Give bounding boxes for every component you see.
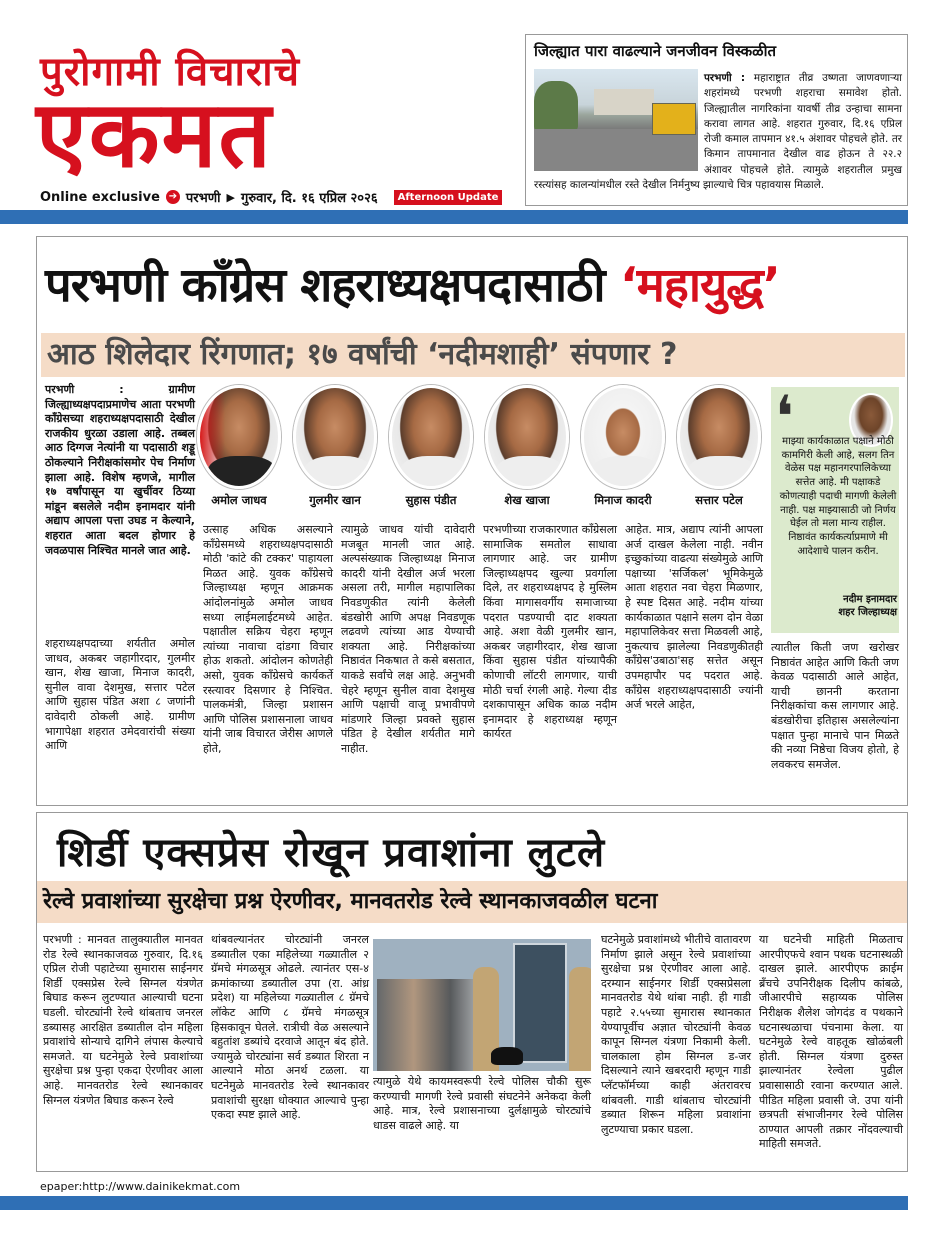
candidate-name: मिनाज कादरी xyxy=(594,493,652,507)
dateline xyxy=(40,188,502,206)
candidate-name: सत्तार पटेल xyxy=(695,493,743,507)
main-story xyxy=(36,236,908,806)
story-column: या घटनेची माहिती मिळताच आरपीएफचे श्वान पथक घटनास्थळी दाखल झाले. आरपीएफ क्राईम ब्रँचचे उपनिरीक्षक दिलीप कांबळे, जीआरपीचे सहाय्यक पोलिस निरीक्षक शैलेश जोगदंड व पथकाने घटनास्थळाचा पंचनामा केला. या घटनेमुळे रेल्वे वाहतूक खोळंबली होती. सिग्नल यंत्रणा दुरुस्त झाल्यानंतर रेल्वेला पुढील प्रवासासाठी रवाना करण्यात आले. पीडित महिला प्रवासी जे. उपा यांनी छत्रपती संभाजीनगर रेल्वे पोलिस ठाण्यात आपली तक्रार नोंदवल्याची माहिती समजते. xyxy=(759,933,903,1151)
online-exclusive-label: Online exclusive xyxy=(40,189,160,205)
candidate-name: सुहास पंडीत xyxy=(405,493,457,507)
bottom-divider-bar xyxy=(0,1196,908,1210)
candidate-portrait xyxy=(677,385,761,489)
edition-badge: Afternoon Update xyxy=(394,190,503,205)
epaper-link[interactable]: epaper:http://www.dainikekmat.com xyxy=(40,1180,241,1193)
play-triangle-icon: ▶ xyxy=(226,190,235,204)
candidate-card[interactable] xyxy=(293,385,377,508)
quote-attribution xyxy=(779,593,897,619)
story-intro: परभणी : ग्रामीण जिल्ह्याध्यक्षपदाप्रमाणेच आता परभणी काँग्रेसच्या शहराध्यक्षपदासाठी देखील राजकीय धुरळा उडाला आहे. तब्बल आठ दिग्गज नेत्यांनी या पदासाठी शड्डू ठोकल्याने निरीक्षकांसमोर पेच निर्माण झाला आहे. विशेष म्हणजे, मागील १७ वर्षांपासून या खुर्चीवर ठिय्या मांडून बसलेले नदीम इनामदार यांनी अद्याप आपला पत्ता उघड न केल्याने, शहरात आता बदल होणार हे जवळपास निश्चित मानले जात आहे. xyxy=(45,383,195,557)
railway-police-photo xyxy=(373,939,591,1071)
quote-mark-icon: ❛ xyxy=(775,383,794,451)
police-officer-shape xyxy=(569,967,591,1071)
date-label: गुरुवार, दि. १६ एप्रिल २०२६ xyxy=(241,191,378,206)
brief-dateline: परभणी : xyxy=(704,72,746,84)
rail-headline[interactable]: शिर्डी एक्सप्रेस रोखून प्रवाशांना लुटले xyxy=(57,830,606,876)
brief-headline[interactable]: जिल्ह्यात पारा वाढल्याने जनजीवन विस्कळीत xyxy=(534,42,777,60)
story-column: शहराध्यक्षपदाच्या शर्यतीत अमोल जाधव, अकबर जहागीरदार, गुलमीर खान, शेख खाजा, मिनाज कादरी, सुनील वावा देशमुख, सत्तार पटेल आणि सुहास पंडित अशा ८ जणांनी दावेदारी ठोकली आहे. ग्रामीण भागापेक्षा शहरात उमेदवारांची संख्या आणि xyxy=(45,637,195,753)
candidate-card[interactable] xyxy=(197,385,281,508)
candidate-portrait xyxy=(389,385,473,489)
quote-name: नदीम इनामदार xyxy=(843,594,897,605)
candidate-portrait xyxy=(485,385,569,489)
brief-body xyxy=(534,71,902,193)
story-column: आहेत. मात्र, अद्याप त्यांनी आपला अर्ज दाखल केलेला नाही. नवीन इच्छुकांच्या वाढत्या संख्येमुळे आणि पक्षाच्या 'सर्जिकल' भूमिकेमुळे आता शहरात नवा चेहरा मिळणार, हे स्पष्ट दिसत आहे. नदीम यांच्या कार्यकाळात पक्षाने सलग दोन वेळा महापालिकेवर सत्ता मिळवली आहे, नुकत्याच झालेल्या निवडणुकीतही काँग्रेस'उबाठा'सह सत्तेत असून उपमहापौर पद पदरात आहे. काँग्रेस शहराध्यक्षपदासाठी ज्यांनी अर्ज भरले आहेत, xyxy=(625,523,763,712)
arrow-right-icon: ➔ xyxy=(166,190,180,204)
main-headline[interactable] xyxy=(45,251,780,315)
main-headline-highlight: ‘महायुद्ध’ xyxy=(619,258,780,313)
story-column: त्यातील किती जण खरोखर निष्ठावंत आहेत आणि किती जण केवळ पदासाठी आले आहेत, याची छाननी करताना निरीक्षकांचा कस लागणार आहे. बंडखोरीचा इतिहास असलेल्यांना पक्षात पुन्हा मानाचे पान मिळते की नव्या निष्ठेचा विजय होतो, हे लवकरच समजेल. xyxy=(771,641,899,771)
story-column: थांबवल्यानंतर चोरट्यांनी जनरल डब्यातील एका महिलेच्या गळ्यातील २ ग्रॅमचे मंगळसूत्र ओढले. त्यानंतर एस-४ क्रमांकाच्या डब्यातील उपा (रा. आंध्र प्रदेश) या महिलेच्या गळ्यातील ८ ग्रॅमचे लॉकेट आणि ८ ग्रॅमचे मंगळसूत्र हिसकावून घेतले. रात्रीची वेळ असल्याने बहुतांश डब्यांचे दरवाजे आतून बंद होते. ज्यामुळे चोरट्यांना सर्व डब्यात शिरता न आल्याने मोठा अनर्थ टळला. या घटनेमुळे मानवतरोड रेल्वे स्थानकावर प्रवाशांची सुरक्षा धोक्यात आल्याचे पुन्हा एकदा स्पष्ट झाले आहे. xyxy=(211,933,369,1122)
candidate-name: गुलमीर खान xyxy=(309,493,361,507)
main-headline-text: परभणी काँग्रेस शहराध्यक्षपदासाठी xyxy=(45,258,620,313)
story-column: परभणी : मानवत तालुक्यातील मानवत रोड रेल्वे स्थानकाजवळ गुरुवार, दि.१६ एप्रिल रोजी पहाटेच्या सुमारास साईनगर शिर्डी एक्सप्रेस रेल्वे सिग्नल यंत्रणेत बिघाड करून लुटण्यात आल्याची घटना घडली. चोरट्यांनी रेल्वे थांबताच जनरल डब्यासह आरक्षित डब्यातील दोन महिला प्रवाशांचे सोन्याचे दागिने लंपास केल्याचे समजते. या घटनेमुळे रेल्वे प्रवाशांच्या सुरक्षेचा प्रश्न पुन्हा एकदा ऐरणीवर आला आहे. मानवतरोड रेल्वे स्थानकावर सिग्नल यंत्रणेत बिघाड करून रेल्वे xyxy=(43,933,203,1107)
quote-box xyxy=(771,383,899,633)
story-column: घटनेमुळे प्रवाशांमध्ये भीतीचे वातावरण निर्माण झाले असून रेल्वे प्रवाशांच्या सुरक्षेचा प्रश्न ऐरणीवर आला आहे. दरम्यान साईनगर शिर्डी एक्सप्रेसला मानवतरोड येथे थांबा नाही. ही गाडी पहाटे २.५५च्या सुमारास स्थानकात येण्यापूर्वीच अज्ञात चोरट्यांनी केवळ कापून सिग्नल यंत्रणा निकामी केली. चालकाला होम सिग्नल ड-जर दिसल्याने त्याने खबरदारी म्हणून गाडी प्लॅटफॉर्मच्या काही अंतरावरच थांबवली. गाडी थांबताच चोरट्यांनी डब्यात शिरून महिला प्रवाशांना लुटण्याचा प्रकार घडला. xyxy=(601,933,751,1136)
quote-text: माझ्या कार्यकाळात पक्षाने मोठी कामगिरी केली आहे, सलग तिन वेळेस पक्ष महानगरपालिकेच्या सत्तेत आहे. मी पक्षाकडे कोणत्याही पदाची मागणी केलेली नाही. पक्ष माझ्यासाठी जो निर्णय घेईल तो मला मान्य राहील. निष्ठावंत कार्यकर्त्याप्रमाणे मी आदेशाचे पालन करीन. xyxy=(779,436,897,557)
candidate-portrait xyxy=(293,385,377,489)
candidate-name: शेख खाजा xyxy=(504,493,550,507)
story-column: त्यामुळे जाधव यांची दावेदारी मजबूत मानली जात आहे. अल्पसंख्याक जिल्हाध्यक्ष मिनाज कादरी यांनी देखील अर्ज भरला असला तरी, मागील महापालिका निवडणुकीत त्यांनी केलेली बंडखोरी आणि अपक्ष निवडणूक लढवणे त्यांच्या आड येण्याची शक्यता आहे. निरीक्षकांच्या निष्ठावंत निकषात ते कसे बसतात, याकडे सर्वांचे लक्ष आहे. अनुभवी चेहरे म्हणून सुनील वावा देशमुख आणि पक्षाची वाजू प्रभावीपणे मांडणारे जिल्हा प्रवक्ते सुहास पंडित हे देखील शर्यतीत मागे नाहीत. xyxy=(341,523,475,755)
candidate-photos xyxy=(197,385,762,515)
candidate-card[interactable] xyxy=(581,385,665,508)
rail-story xyxy=(36,812,908,1172)
story-column: उत्साह अधिक असल्याने काँग्रेसमध्ये शहराध्यक्षपदासाठी मोठी 'कांटे की टक्कर' पाहायला मिळत आहे. युवक काँग्रेसचे जिल्हाध्यक्ष म्हणून आक्रमक आंदोलनांमुळे अमोल जाधव सध्या लाईमलाईटमध्ये आहेत. पक्षातील सक्रिय चेहरा म्हणून त्यांच्या नावाचा दांडगा विचार होऊ शकतो. आंदोलन कोणतेही असो, युवक काँग्रेसचे कार्यकर्ते रस्त्यावर दिसणार हे निश्चित. पालकमंत्री, जिल्हा प्रशासन आणि पोलिस प्रशासनाला जाधव यांनी जाब विचारत जेरीस आणले होते, xyxy=(203,523,333,755)
police-dog-shape xyxy=(491,1047,523,1065)
rail-subheadline: रेल्वे प्रवाशांच्या सुरक्षेचा प्रश्न ऐरणीवर, मानवतरोड रेल्वे स्थानकाजवळील घटना xyxy=(37,881,907,923)
photo-caption-column: त्यामुळे येथे कायमस्वरूपी रेल्वे पोलिस चौकी सुरू करण्याची मागणी रेल्वे प्रवासी संघटनेने अनेकदा केली आहे. मात्र, रेल्वे प्रशासनाच्या दुर्लक्षामुळे चोरट्यांचे धाडस वाढले आहे. या xyxy=(373,1075,591,1132)
story-column: परभणीच्या राजकारणात काँग्रेसला सामाजिक समतोल साधावा लागणार आहे. जर ग्रामीण जिल्हाध्यक्षपद खुल्या प्रवर्गाला दिले, तर शहराध्यक्षपद हे मुस्लिम किंवा मागासवर्गीय समाजाच्या पदरात पडण्याची दाट शक्यता आहे. अशा वेळी गुलमीर खान, अकबर जहागीरदार, शेख खाजा किंवा सुहास पंडीत यांच्यापैकी कोणाची लॉटरी लागणार, याची मोठी चर्चा रंगली आहे. गेल्या दीड दशकापासून अधिक काळ नदीम इनामदार हे शहराध्यक्ष म्हणून कार्यरत xyxy=(483,523,617,741)
brief-body-text: महाराष्ट्रात तीव्र उष्णता जाणवणाऱ्या शहरांमध्ये परभणी शहराचा समावेश होतो. जिल्ह्यातील नागरिकांना यावर्षी तीव्र उन्हाचा सामना करावा लागत आहे. शहरात गुरुवार, दि.१६ एप्रिल रोजी कमाल तापमान ४१.५ अंशावर पोहचले होते. तर किमान तापमानात देखील वाढ होऊन ते २२.२ अंशावर पोहचले होते. त्यामुळे शहरातील प्रमुख रस्त्यांसह कालन्यांमधील रस्ते देखील निर्मनुष्य झाल्याचे चित्र पहावयास मिळाले. xyxy=(534,72,902,192)
top-divider-bar xyxy=(0,210,908,224)
candidate-card[interactable] xyxy=(677,385,761,508)
quote-role: शहर जिल्हाध्यक्ष xyxy=(838,607,897,618)
candidate-name: अमोल जाधव xyxy=(211,493,267,507)
candidate-portrait xyxy=(197,385,281,489)
candidate-portrait xyxy=(581,385,665,489)
city-label: परभणी xyxy=(185,191,221,206)
candidate-card[interactable] xyxy=(485,385,569,508)
masthead xyxy=(0,0,945,210)
newspaper-logo[interactable]: एकमत xyxy=(36,80,273,188)
main-subheadline: आठ शिलेदार रिंगणात; १७ वर्षांची ‘नदीमशाही’ संपणार ? xyxy=(41,333,905,377)
crowd-shape xyxy=(377,979,487,1071)
tagline: पुरोगामी विचाराचे xyxy=(40,49,301,95)
door-shape xyxy=(513,943,567,1063)
brief-story xyxy=(525,34,908,206)
candidate-card[interactable] xyxy=(389,385,473,508)
